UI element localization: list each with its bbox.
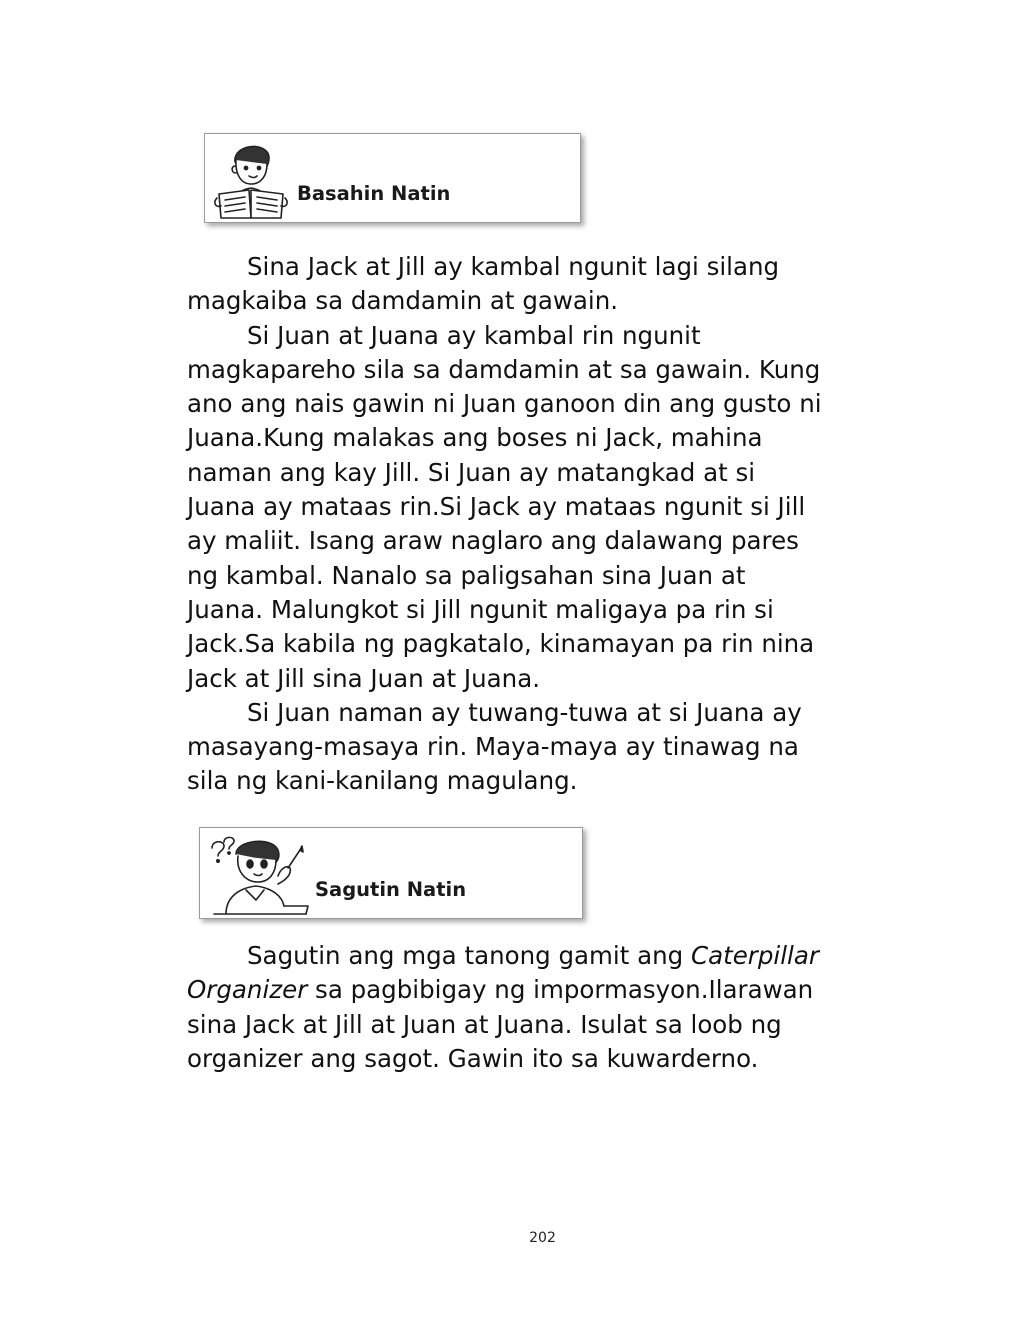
sagutin-natin-title: Sagutin Natin	[315, 878, 467, 901]
caterpillar-organizer-term: Caterpillar Organizer	[187, 941, 819, 1005]
instructions-lead: Sagutin ang mga tanong gamit ang	[247, 941, 691, 970]
instructions-passage	[187, 939, 907, 1076]
sagutin-natin-banner	[199, 827, 583, 919]
reading-passage	[187, 250, 907, 799]
basahin-natin-title: Basahin Natin	[297, 182, 451, 205]
reading-paragraph-1: Sina Jack at Jill ay kambal ngunit lagi silang magkaiba sa damdamin at gawain.	[187, 252, 780, 316]
page-number: 202	[529, 1230, 556, 1246]
instructions-rest: sa pagbibigay ng impormasyon.Ilarawan sina Jack at Jill at Juan at Juana. Isulat sa loob ng organizer ang sagot. Gawin ito sa kuwarderno.	[187, 975, 814, 1073]
reading-paragraph-2: Si Juan at Juana ay kambal rin ngunit magkapareho sila sa damdamin at sa gawain. Kung ano ang nais gawin ni Juan ganoon din ang gusto ni Juana.Kung malakas ang boses ni Jack, mahina naman ang kay Jill. Si Juan ay matangkad at si Juana ay mataas rin.Si Jack ay mataas ngunit si Jill ay maliit. Isang araw naglaro ang dalawang pares ng kambal. Nanalo sa paligsahan sina Juan at Juana. Malungkot si Jill ngunit maligaya pa rin si Jack.Sa kabila ng pagkatalo, kinamayan pa rin nina Jack at Jill sina Juan at Juana.	[187, 320, 822, 693]
basahin-natin-banner	[204, 133, 581, 223]
instructions-paragraph	[187, 939, 907, 1076]
boy-reading-icon	[211, 140, 293, 220]
boy-thinking-icon	[206, 834, 312, 916]
reading-paragraph-3: Si Juan naman ay tuwang-tuwa at si Juana ay masayang-masaya rin. Maya-maya ay tinawag na sila ng kani-kanilang magulang.	[187, 697, 802, 796]
